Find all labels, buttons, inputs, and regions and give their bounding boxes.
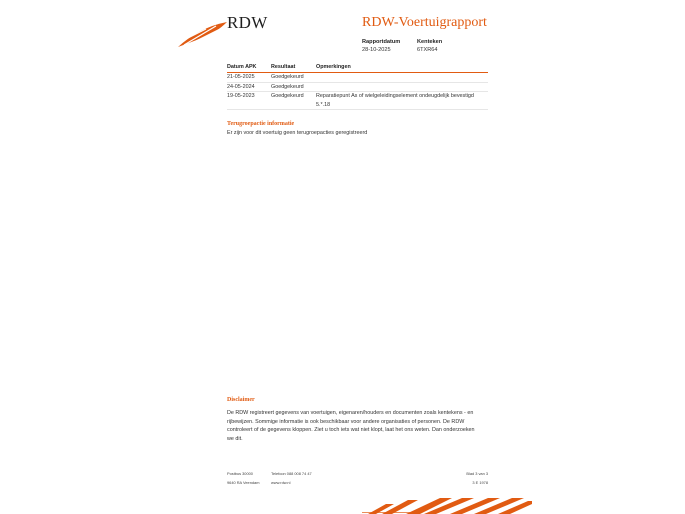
footer-postbus: Postbus 30000 (227, 471, 253, 476)
table-header-row (227, 63, 488, 73)
apk-result-cell: Goedgekeurd (271, 92, 316, 110)
disclaimer-text: De RDW registreert gegevens van voertuigen, eigenaren/houders en documenten zoals kentekens - en rijbewijzen. Sommige informatie is ook beschikbaar voor andere organisaties of personen. De RDW controleert of de gegevens kloppen. Ziet u toch iets wat niet klopt, laat het ons weten. Dan onderzoeken we dit. (227, 410, 475, 442)
table-row (227, 73, 488, 83)
table-row (227, 82, 488, 92)
footer-website: www.rdw.nl (271, 480, 291, 485)
footer-document-code: 3 E 1978 (472, 480, 488, 485)
apk-date-cell: 24-05-2024 (227, 82, 271, 92)
report-title: RDW-Voertuigrapport (362, 15, 487, 30)
rdw-logo-icon (176, 20, 228, 48)
column-header-date: Datum APK (227, 63, 271, 73)
apk-date-cell: 21-05-2025 (227, 73, 271, 83)
apk-remarks-cell (316, 73, 488, 83)
plate-value: 6TXR64 (417, 47, 438, 53)
plate-label: Kenteken (417, 39, 443, 45)
apk-history-table (227, 63, 488, 110)
report-date-value: 28-10-2025 (362, 47, 391, 53)
column-header-remarks: Opmerkingen (316, 63, 488, 73)
disclaimer-title: Disclaimer (227, 397, 255, 403)
footer-phone: Telefoon 088 008 74 47 (271, 471, 312, 476)
footer-page-number: Blad 3 van 3 (466, 471, 488, 476)
recall-section-text: Er zijn voor dit voertuig geen terugroepacties geregistreerd (227, 130, 368, 136)
apk-date-cell: 19-05-2023 (227, 92, 271, 110)
report-date-label: Rapportdatum (362, 39, 401, 45)
apk-result-cell: Goedgekeurd (271, 73, 316, 83)
table-row (227, 92, 488, 110)
apk-remarks-cell (316, 82, 488, 92)
apk-remarks-cell: Reparatiepunt As of wielgeleidingselement ondeugdelijk bevestigd 5.*.18 (316, 92, 488, 110)
footer-city: 9640 RA Veendam (227, 480, 260, 485)
apk-result-cell: Goedgekeurd (271, 82, 316, 92)
rdw-stripes-graphic (362, 498, 532, 514)
column-header-result: Resultaat (271, 63, 316, 73)
recall-section-title: Terugroepactie informatie (227, 121, 295, 127)
brand-name: RDW (227, 13, 268, 32)
